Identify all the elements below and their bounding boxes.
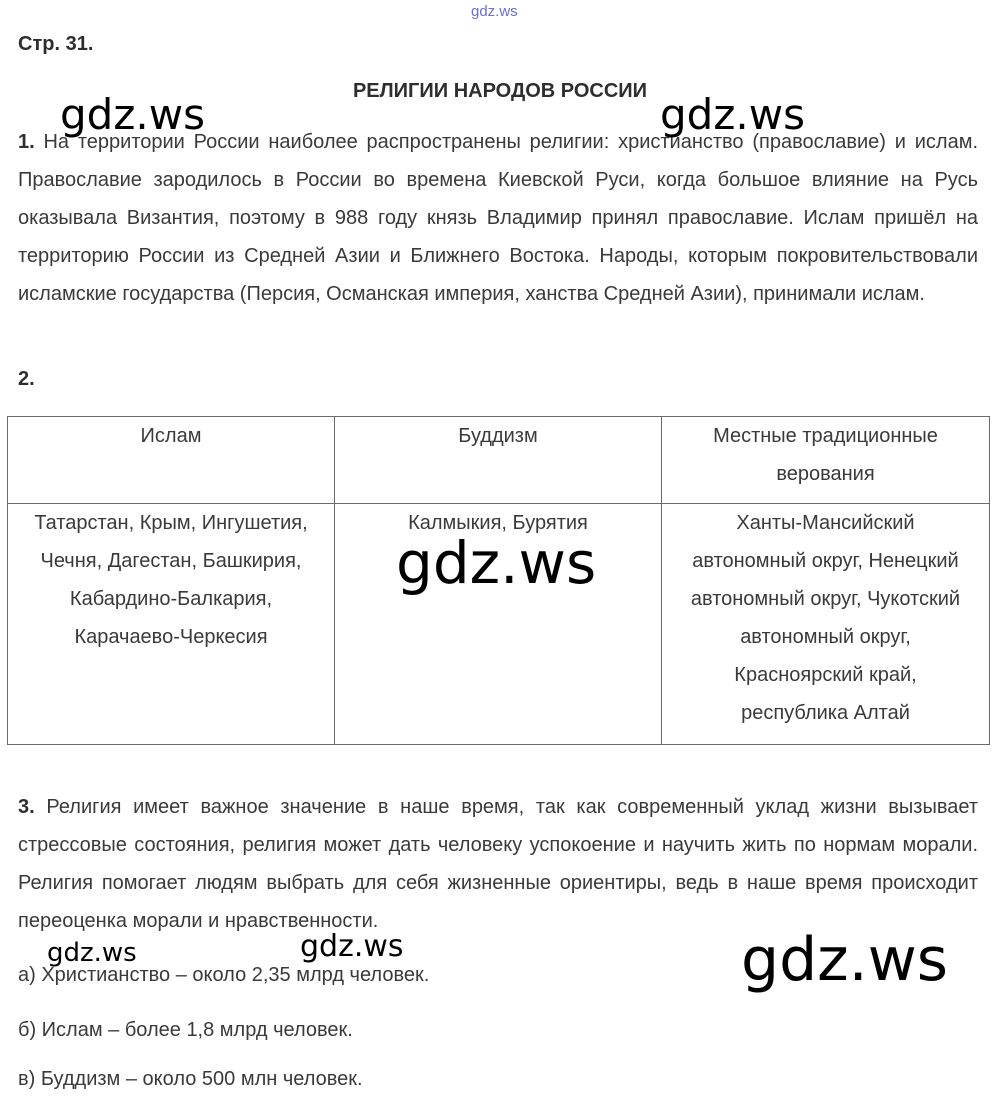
table-header-row <box>8 417 990 504</box>
answer-b: б) Ислам – более 1,8 млрд человек. <box>18 1019 353 1041</box>
cell-line: автономный округ, <box>740 626 911 648</box>
cell-line: автономный округ, Ненецкий <box>692 550 959 572</box>
watermark: gdz.ws <box>60 90 205 139</box>
cell-line: Чечня, Дагестан, Башкирия, <box>40 550 302 572</box>
header-islam: Ислам <box>8 417 335 504</box>
answer-a: а) Христианство – около 2,35 млрд человек. <box>18 964 430 986</box>
watermark: gdz.ws <box>300 929 404 964</box>
task-3-paragraph <box>18 788 978 940</box>
task-3-text: Религия имеет важное значение в наше время, так как современный уклад жизни вызывает стрессовые состояния, религия может дать человеку успокоение и научить жить по нормам морали. Религия помогает людям выбрать для себя жизненные ориентиры, ведь в наше время происходит переоценка морали и нравственности. <box>18 796 978 932</box>
cell-line: республика Алтай <box>741 702 910 724</box>
header-buddhism: Буддизм <box>335 417 662 504</box>
watermark: gdz.ws <box>47 938 137 968</box>
cell-line: Ханты-Мансийский <box>736 512 915 534</box>
cell-line: Кабардино-Балкария, <box>69 588 273 610</box>
task-3-number: 3. <box>18 796 35 818</box>
task-1-number: 1. <box>18 131 35 153</box>
task-1-paragraph <box>18 123 978 313</box>
header-local-beliefs: Местные традиционные верования <box>662 417 990 504</box>
task-2-number: 2. <box>18 368 35 390</box>
cell-line: Карачаево-Черкесия <box>74 626 268 648</box>
watermark: gdz.ws <box>396 529 597 597</box>
watermark: gdz.ws <box>741 925 949 995</box>
cell-islam-regions <box>8 504 335 745</box>
watermark-top: gdz.ws <box>471 3 518 20</box>
page-label: Стр. 31. <box>18 33 94 55</box>
cell-line: Калмыкия, Бурятия <box>408 512 588 534</box>
cell-line: автономный округ, Чукотский <box>690 588 961 610</box>
cell-line: Красноярский край, <box>734 664 917 686</box>
cell-line: Татарстан, Крым, Ингушетия, <box>34 512 308 534</box>
task-1-text: На территории России наиболее распространены религии: христианство (православие) и ислам. Православие зародилось в России во времена Киевской Руси, когда большое влияние на Русь оказывала Византия, поэтому в 988 году князь Владимир принял православие. Ислам пришёл на территорию России из Средней Азии и Ближнего Востока. Народы, которым покровительствовали исламские государства (Персия, Османская империя, ханства Средней Азии), принимали ислам. <box>18 131 978 305</box>
page-title: РЕЛИГИИ НАРОДОВ РОССИИ <box>352 80 648 102</box>
answer-c: в) Буддизм – около 500 млн человек. <box>18 1068 363 1090</box>
cell-local-beliefs-regions <box>662 504 990 745</box>
watermark: gdz.ws <box>660 90 805 139</box>
